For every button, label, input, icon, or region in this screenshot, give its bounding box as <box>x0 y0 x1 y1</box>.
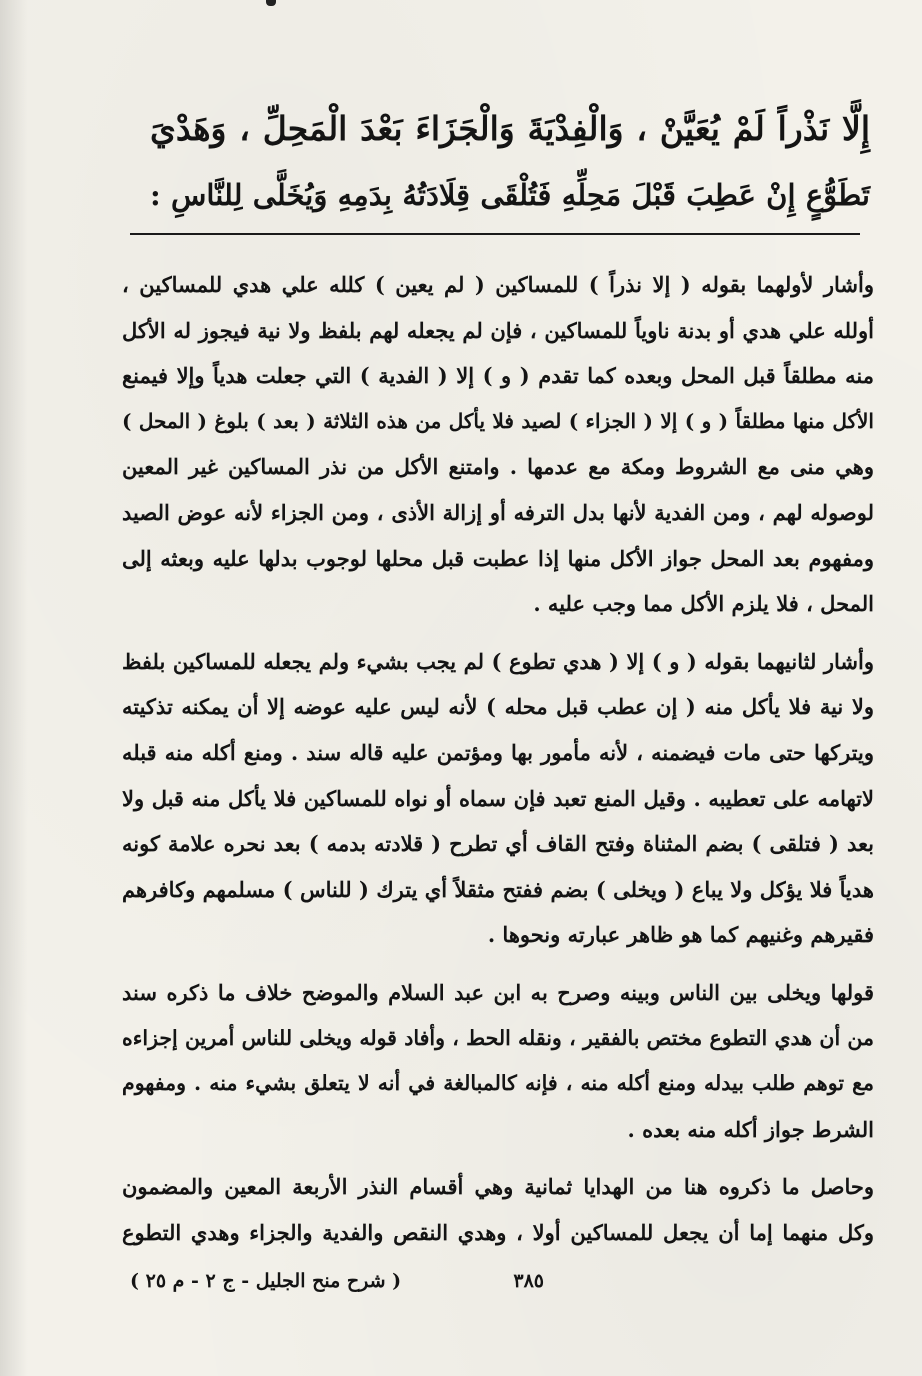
matn-line: تَطَوُّعٍ إِنْ عَطِبَ قَبْلَ مَحِلِّهِ فَتُلْقَى قِلَادَتُهُ بِدَمِهِ وَيُخَلَّى لِلنَّاسِ : <box>150 178 870 212</box>
page-number: ٣٨٥ <box>513 1270 544 1292</box>
matn-line: إِلَّا نَذْراً لَمْ يُعَيَّنْ ، وَالْفِدْيَةَ وَالْجَزَاءَ بَعْدَ الْمَحِلِّ ، وَهَدْيَ <box>150 109 870 148</box>
ink-blot <box>266 0 276 6</box>
text-line: الشرط جواز أكله منه بعده . <box>627 1116 874 1142</box>
page-shadow-edge <box>0 0 28 1376</box>
page-footer <box>122 1270 874 1306</box>
text-line: مع توهم طلب بيدله ومنع أكله منه ، فإنه كالمبالغة في أنه لا يتعلق بشيء منه . ومفهوم <box>122 1071 874 1096</box>
text-line: ولا نية فلا يأكل منه ( إن عطب قبل محله ) لأنه ليس عليه عوضه إلا أن يمكنه تذكيته <box>122 694 874 720</box>
commentary-text-block <box>122 262 874 1267</box>
separator-rule <box>130 233 860 235</box>
commentary-paragraph <box>122 639 874 958</box>
text-line: ويتركها حتى مات فيضمنه ، لأنه مأمور بها ومؤتمن عليه قاله سند . ومنع أكله منه قبله <box>122 739 874 765</box>
text-line: وحاصل ما ذكروه هنا من الهدايا ثمانية وهي أقسام النذر الأربعة المعين والمضمون <box>122 1174 874 1200</box>
text-line: لوصوله لهم ، ومن الفدية لأنها بدل الترفه أو إزالة الأذى ، ومن الجزاء لأنه عوض الصيد <box>122 499 874 525</box>
text-line: الأكل منها مطلقاً ( و ) إلا ( الجزاء ) لصيد فلا يأكل من هذه الثلاثة ( بعد ) بلوغ ( المحل ) <box>122 408 874 433</box>
text-line: وكل منهما إما أن يجعل للمساكين أولا ، وهدي النقص والفدية والجزاء وهدي التطوع <box>122 1219 874 1245</box>
matn-text-block <box>150 96 870 228</box>
text-line: منه مطلقاً قبل المحل وبعده كما تقدم ( و ) إلا ( الفدية ) التي جعلت هدياً وإلا فيمنع <box>122 363 874 389</box>
text-line: وأشار لثانيهما بقوله ( و ) إلا ( هدي تطوع ) لم يجب بشيء ولم يجعله للمساكين بلفظ <box>122 648 874 674</box>
text-line: أولله علي هدي أو بدنة ناوياً للمساكين ، فإن لم يجعله لهم بلفظ ولا نية فيجوز له الأكل <box>122 317 874 343</box>
text-line: من أن هدي التطوع مختص بالفقير ، ونقله الحط ، وأفاد قوله ويخلى للناس أمرين إجزاءه <box>122 1025 874 1050</box>
text-line: المحل ، فلا يلزم الأكل مما وجب عليه . <box>533 591 874 617</box>
text-line: فقيرهم وغنيهم كما هو ظاهر عبارته ونحوها . <box>487 922 874 948</box>
text-line: ومفهوم بعد المحل جواز الأكل منها إذا عطبت قبل محلها لوجوب بدلها عليه وبعثه إلى <box>122 545 874 571</box>
text-line: بعد ( فتلقى ) بضم المثناة وفتح القاف أي تطرح ( قلادته بدمه ) بعد نحره علامة كونه <box>122 831 874 857</box>
text-line: وهي منى مع الشروط ومكة مع عدمها . وامتنع الأكل من نذر المساكين غير المعين <box>122 454 874 480</box>
text-line: لاتهامه على تعطيبه . وقيل المنع تعبد فإن سماه أو نواه للمساكين فلا يأكل منه قبل ولا <box>122 785 874 811</box>
text-line: هدياً فلا يؤكل ولا يباع ( ويخلى ) بضم ففتح مثقلاً أي يترك ( للناس ) مسلمهم وكافرهم <box>122 876 874 902</box>
commentary-paragraph <box>122 262 874 627</box>
text-line: قولها ويخلى بين الناس وبينه وصرح به ابن عبد السلام والموضح خلاف ما ذكره سند <box>122 979 874 1005</box>
commentary-paragraph <box>122 970 874 1152</box>
commentary-paragraph <box>122 1164 874 1255</box>
text-line: وأشار لأولهما بقوله ( إلا نذراً ) للمساكين ( لم يعين ) كلله علي هدي للمساكين ، <box>122 272 874 297</box>
book-signature: ( شرح منح الجليل - ج ٢ - م ٢٥ ) <box>130 1270 402 1292</box>
